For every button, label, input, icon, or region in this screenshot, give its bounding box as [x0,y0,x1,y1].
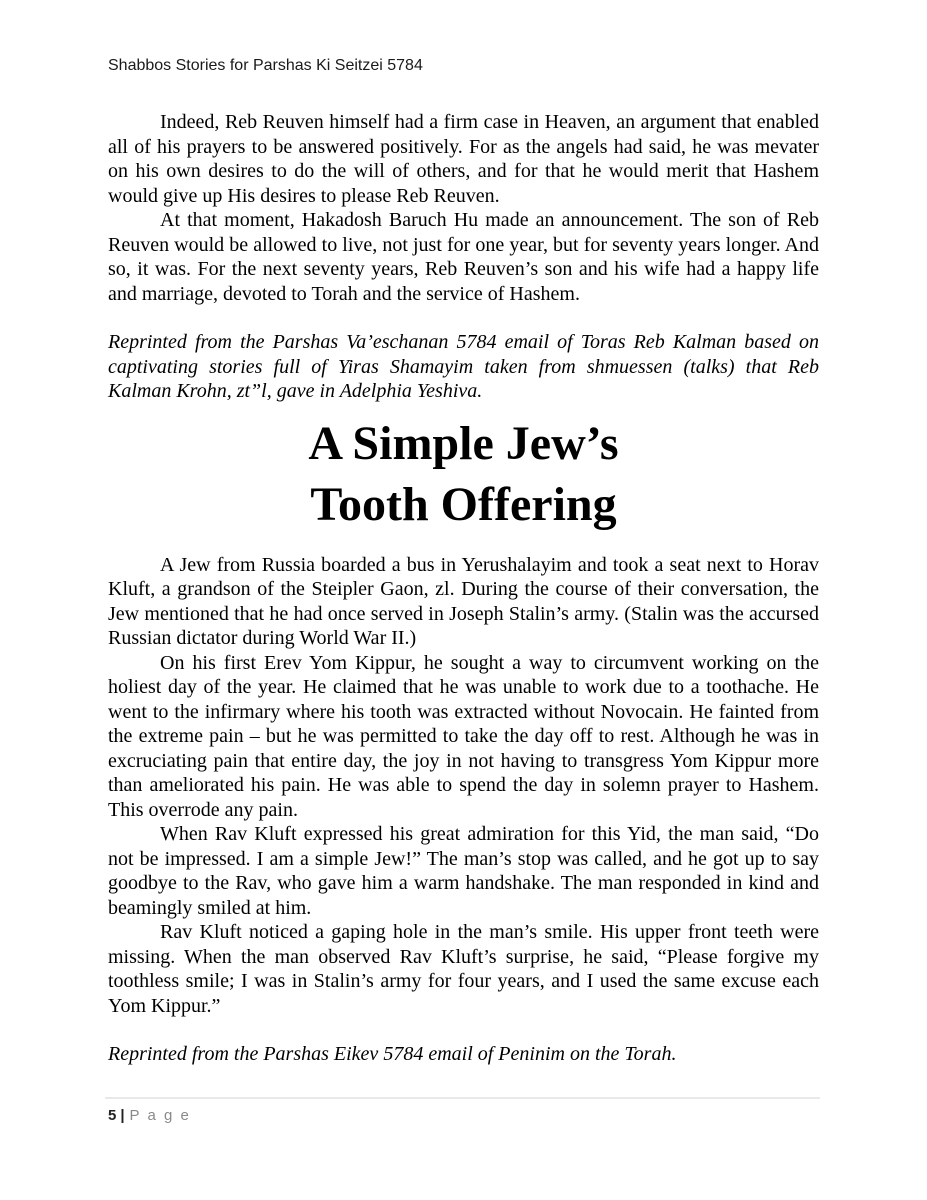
story-title-line-1: A Simple Jew’s [308,416,619,470]
paragraph: On his first Erev Yom Kippur, he sought a way to circumvent working on the holiest day of the year. He claimed that he was unable to work due to a toothache. He went to the infirmary where his tooth was extracted without Novocain. He fainted from the extreme pain – but he was permitted to take the day off to rest. Although he was in excruciating pain that entire day, the joy in not having to transgress Yom Kippur more than ameliorated his pain. He was able to spend the day in solemn prayer to Hashem. This overrode any pain. [108,651,819,821]
story-title [108,413,819,535]
story-title-line-2: Tooth Offering [310,477,617,531]
attribution-note: Reprinted from the Parshas Eikev 5784 email of Peninim on the Torah. [108,1043,677,1065]
page-body [108,110,819,1067]
footer-page-label: P a g e [129,1107,191,1124]
footer-page-number: 5 [108,1107,117,1124]
footer-divider [105,1097,820,1099]
page-footer [108,1106,191,1125]
attribution-note: Reprinted from the Parshas Va’eschanan 5784 email of Toras Reb Kalman based on captivating stories full of Yiras Shamayim taken from shmuessen (talks) that Reb Kalman Krohn, zt”l, gave in Adelphia Yeshiva. [108,331,819,402]
paragraph: When Rav Kluft expressed his great admiration for this Yid, the man said, “Do not be impressed. I am a simple Jew!” The man’s stop was called, and he got up to say goodbye to the Rav, who gave him a warm handshake. The man responded in kind and beamingly smiled at him. [108,823,819,919]
paragraph: Indeed, Reb Reuven himself had a firm case in Heaven, an argument that enabled all of his prayers to be answered positively. For as the angels had said, he was mevater on his own desires to do the will of others, and for that he would merit that Hashem would give up His desires to please Reb Reuven. [108,111,819,207]
page-header: Shabbos Stories for Parshas Ki Seitzei 5784 [108,57,423,74]
footer-separator: | [120,1107,125,1124]
paragraph: A Jew from Russia boarded a bus in Yerushalayim and took a seat next to Horav Kluft, a grandson of the Steipler Gaon, zl. During the course of their conversation, the Jew mentioned that he had once served in Joseph Stalin’s army. (Stalin was the accursed Russian dictator during World War II.) [108,553,819,649]
paragraph: At that moment, Hakadosh Baruch Hu made an announcement. The son of Reb Reuven would be allowed to live, not just for one year, but for seventy years longer. And so, it was. For the next seventy years, Reb Reuven’s son and his wife had a happy life and marriage, devoted to Torah and the service of Hashem. [108,209,819,305]
paragraph: Rav Kluft noticed a gaping hole in the man’s smile. His upper front teeth were missing. When the man observed Rav Kluft’s surprise, he said, “Please forgive my toothless smile; I was in Stalin’s army for four years, and I used the same excuse each Yom Kippur.” [108,921,819,1017]
